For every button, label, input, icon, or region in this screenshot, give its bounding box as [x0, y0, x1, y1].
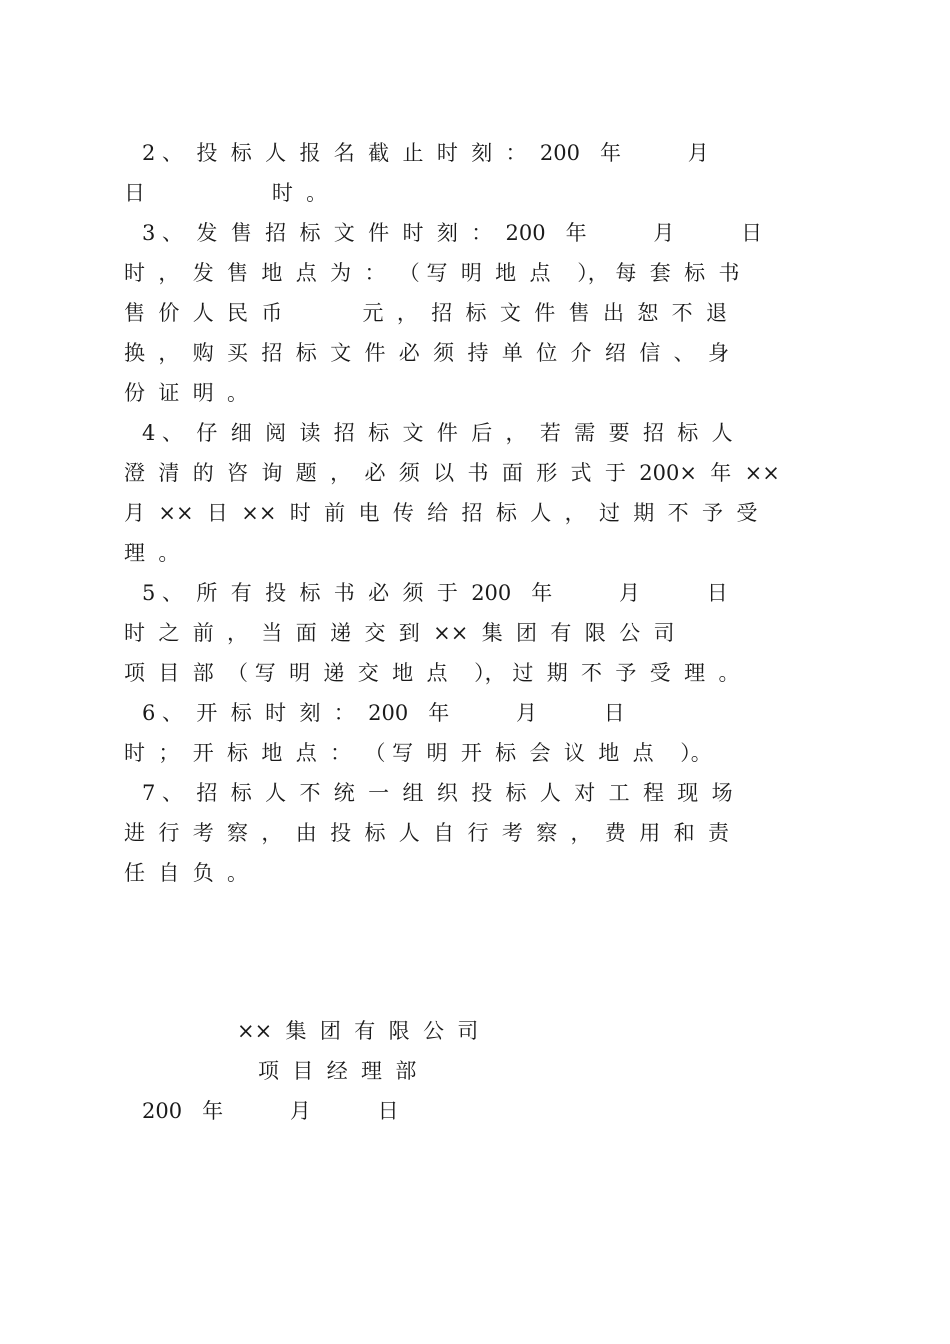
item-3-line-4: 换 ， 购 买 招 标 文 件 必 须 持 单 位 介 绍 信 、 身	[124, 341, 729, 365]
item-6-line-2: 时 ； 开 标 地 点 ： （ 写 明 开 标 会 议 地 点 ）。	[124, 741, 712, 765]
item-5-line-2: 时 之 前 ， 当 面 递 交 到 ×× 集 团 有 限 公 司	[124, 621, 675, 645]
item-3-line-5: 份 证 明 。	[124, 381, 249, 405]
item-3-line-2: 时 ， 发 售 地 点 为 ： （ 写 明 地 点 ）， 每 套 标 书	[124, 261, 740, 285]
item-2-line-1: 2 、 投 标 人 报 名 截 止 时 刻 ： 200 年 月	[142, 141, 709, 165]
item-5-line-1: 5 、 所 有 投 标 书 必 须 于 200 年 月 日	[142, 581, 728, 605]
item-7-line-2: 进 行 考 察 ， 由 投 标 人 自 行 考 察 ， 费 用 和 责	[124, 821, 729, 845]
signature-department: 项 目 经 理 部	[258, 1059, 417, 1083]
item-4-line-2: 澄 清 的 咨 询 题 ， 必 须 以 书 面 形 式 于 200× 年 ××	[124, 461, 780, 485]
item-2-line-2: 日 时 。	[124, 181, 328, 205]
item-7-line-3: 任 自 负 。	[124, 861, 249, 885]
item-4-line-1: 4 、 仔 细 阅 读 招 标 文 件 后 ， 若 需 要 招 标 人	[142, 421, 733, 445]
signature-company: ×× 集 团 有 限 公 司	[237, 1019, 479, 1043]
item-5-line-3: 项 目 部 （ 写 明 递 交 地 点 ）， 过 期 不 予 受 理 。	[124, 661, 740, 685]
signature-date: 200 年 月 日	[142, 1099, 399, 1123]
item-6-line-1: 6 、 开 标 时 刻 ： 200 年 月 日	[142, 701, 625, 725]
item-4-line-4: 理 。	[124, 541, 180, 565]
item-3-line-1: 3 、 发 售 招 标 文 件 时 刻 ： 200 年 月 日	[142, 221, 763, 245]
item-3-line-3: 售 价 人 民 币 元 ， 招 标 文 件 售 出 恕 不 退	[124, 301, 728, 325]
item-7-line-1: 7 、 招 标 人 不 统 一 组 织 投 标 人 对 工 程 现 场	[142, 781, 733, 805]
item-4-line-3: 月 ×× 日 ×× 时 前 电 传 给 招 标 人 ， 过 期 不 予 受	[124, 501, 758, 525]
